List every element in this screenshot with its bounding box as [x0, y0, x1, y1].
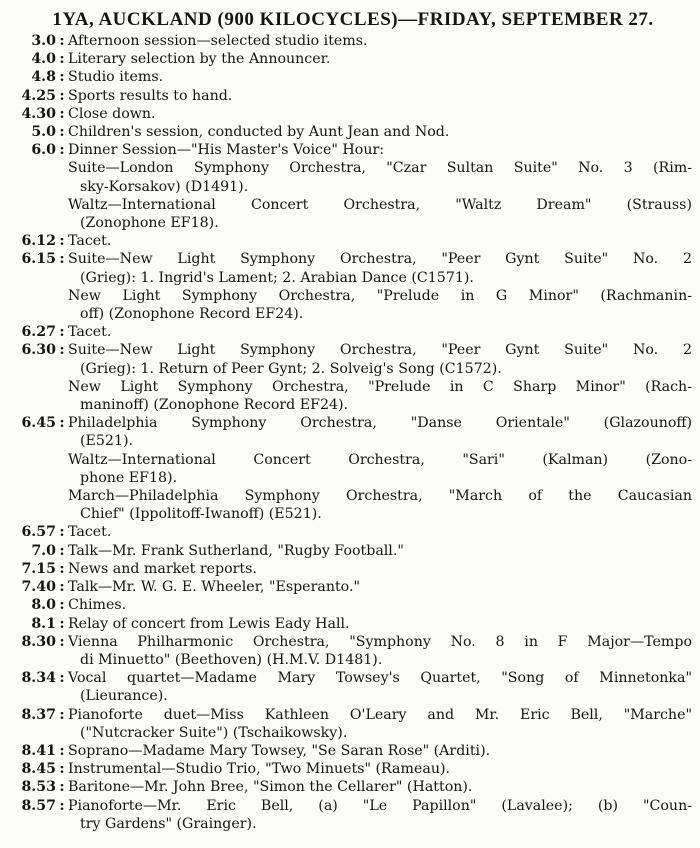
entry-line: Studio items. [68, 69, 164, 86]
entry-time: 4.0 [31, 51, 56, 68]
entry-line: Instrumental—Studio Trio, "Two Minuets" (Rameau). [68, 761, 451, 778]
time-separator: : [59, 324, 65, 341]
entry-line: Talk—Mr. Frank Sutherland, "Rugby Football." [68, 542, 404, 559]
entry-time: 6.57 [21, 524, 56, 541]
program-entry [14, 105, 692, 123]
entry-line: Baritone—Mr. John Bree, "Simon the Cellarer" (Hatton). [68, 779, 473, 796]
entry-text [68, 123, 692, 141]
entry-line: di Minuetto" (Beethoven) (H.M.V. D1481). [80, 651, 383, 668]
entry-text [68, 797, 692, 833]
entry-line: Pianoforte duet—Miss Kathleen O'Leary and Mr. Eric Bell, "Marche" [68, 706, 692, 723]
entry-line: Tacet. [68, 324, 112, 341]
entry-text [68, 523, 692, 541]
time-separator: : [59, 542, 65, 559]
entry-time: 8.53 [21, 779, 56, 796]
entry-time [14, 378, 56, 414]
entry-text [68, 250, 692, 286]
time-separator: : [59, 51, 65, 68]
entry-time: 8.41 [21, 742, 56, 759]
entry-text [68, 414, 692, 450]
entry-line: (Zonophone EF18). [80, 215, 219, 232]
entry-time: 8.1 [31, 615, 56, 632]
time-separator: : [59, 342, 65, 359]
entry-line: ("Nutcracker Suite") (Tschaikowsky). [80, 724, 348, 741]
entry-text [68, 378, 692, 414]
entry-time: 6.0 [31, 142, 56, 159]
time-separator: : [59, 124, 65, 141]
program-entry [14, 159, 692, 195]
entry-time: 6.12 [21, 233, 56, 250]
entry-text [68, 633, 692, 669]
program-entry [14, 196, 692, 232]
time-separator: : [59, 33, 65, 49]
time-separator: : [59, 415, 65, 432]
entry-line: New Light Symphony Orchestra, "Prelude in G Minor" (Rachmanin- [68, 287, 692, 304]
entry-time: 4.30 [21, 105, 56, 122]
entry-time: 6.15 [21, 251, 56, 268]
program-entry [14, 50, 692, 68]
time-separator: : [59, 251, 65, 268]
time-separator: : [59, 797, 65, 814]
entry-line: Tacet. [68, 233, 112, 250]
entry-text [68, 159, 692, 195]
time-separator [56, 159, 68, 195]
time-separator: : [59, 87, 65, 104]
entry-text [68, 596, 692, 614]
time-separator: : [59, 761, 65, 778]
entry-time [14, 451, 56, 487]
entry-text [68, 87, 692, 105]
entry-line: Relay of concert from Lewis Eady Hall. [68, 615, 350, 632]
entry-text [68, 706, 692, 742]
program-entry [14, 596, 692, 614]
program-entry [14, 542, 692, 560]
program-entry [14, 560, 692, 578]
entry-text [68, 451, 692, 487]
time-separator: : [59, 670, 65, 687]
entry-line: sky-Korsakov) (D1491). [80, 178, 249, 195]
entry-line: Vocal quartet—Madame Mary Towsey's Quartet, "Song of Minnetonka" [68, 670, 692, 687]
entry-time: 4.8 [31, 69, 56, 86]
time-separator: : [59, 105, 65, 122]
entry-line: try Gardens" (Grainger). [80, 815, 257, 832]
entry-line: News and market reports. [68, 560, 257, 577]
entry-line: Dinner Session—"His Master's Voice" Hour: [68, 142, 385, 159]
entry-line: Chimes. [68, 597, 127, 614]
program-entry [14, 141, 692, 159]
entry-line: Pianoforte—Mr. Eric Bell, (a) "Le Papillon" (Lavalee); (b) "Coun- [68, 797, 692, 814]
entry-line: Soprano—Madame Mary Towsey, "Se Saran Rose" (Arditi). [68, 742, 491, 759]
time-separator: : [59, 597, 65, 614]
time-separator: : [59, 706, 65, 723]
entry-time: 8.30 [21, 633, 56, 650]
entry-time: 8.0 [31, 597, 56, 614]
entry-line: Children's session, conducted by Aunt Jean and Nod. [68, 124, 450, 141]
entry-line: Waltz—International Concert Orchestra, "Waltz Dream" (Strauss) [68, 196, 692, 213]
entry-line: maninoff) (Zonophone Record EF24). [80, 397, 349, 414]
entry-text [68, 778, 692, 796]
entry-line: (Grieg): 1. Ingrid's Lament; 2. Arabian Dance (C1571). [80, 269, 474, 286]
program-entry [14, 633, 692, 669]
time-separator: : [59, 524, 65, 541]
entry-text [68, 232, 692, 250]
entry-text [68, 105, 692, 123]
program-entry [14, 742, 692, 760]
entry-line: (Grieg): 1. Return of Peer Gynt; 2. Solveig's Song (C1572). [80, 360, 502, 377]
entry-line: Talk—Mr. W. G. E. Wheeler, "Esperanto." [68, 579, 360, 596]
entry-line: Suite—London Symphony Orchestra, "Czar Sultan Suite" No. 3 (Rim- [68, 160, 692, 177]
entry-time: 7.40 [21, 579, 56, 596]
entry-time: 8.37 [21, 706, 56, 723]
entry-text [68, 287, 692, 323]
program-entry [14, 232, 692, 250]
entry-text [68, 341, 692, 377]
program-entry [14, 578, 692, 596]
entry-line: Vienna Philharmonic Orchestra, "Symphony No. 8 in F Major—Tempo [68, 633, 692, 650]
entry-time: 7.0 [31, 542, 56, 559]
program-entry [14, 123, 692, 141]
program-entry [14, 341, 692, 377]
entry-text [68, 560, 692, 578]
program-entry [14, 414, 692, 450]
entry-text [68, 32, 692, 50]
entry-text [68, 141, 692, 159]
program-entry [14, 287, 692, 323]
program-entry [14, 778, 692, 796]
program-entry [14, 32, 692, 50]
entry-line: phone EF18). [80, 469, 178, 486]
program-entry [14, 378, 692, 414]
program-entry [14, 250, 692, 286]
time-separator [56, 287, 68, 323]
program-entry [14, 87, 692, 105]
entry-text [68, 50, 692, 68]
entry-time: 8.34 [21, 670, 56, 687]
entry-time: 8.45 [21, 761, 56, 778]
entry-line: Suite—New Light Symphony Orchestra, "Peer Gynt Suite" No. 2 [68, 251, 692, 268]
entry-time [14, 159, 56, 195]
program-entry [14, 706, 692, 742]
entry-line: Literary selection by the Announcer. [68, 51, 331, 68]
entry-time: 6.27 [21, 324, 56, 341]
entry-time: 6.45 [21, 415, 56, 432]
entry-text [68, 196, 692, 232]
program-entry [14, 451, 692, 487]
entry-line: Waltz—International Concert Orchestra, "Sari" (Kalman) (Zono- [68, 451, 692, 468]
time-separator: : [59, 560, 65, 577]
time-separator: : [59, 142, 65, 159]
station-heading: 1YA, AUCKLAND (900 KILOCYCLES)—FRIDAY, SEPTEMBER 27. [52, 9, 654, 30]
entry-line: (Lieurance). [80, 688, 168, 705]
entry-time: 5.0 [31, 124, 56, 141]
time-separator: : [59, 233, 65, 250]
entry-text [68, 68, 692, 86]
entry-text [68, 742, 692, 760]
entry-text [68, 578, 692, 596]
entry-line: March—Philadelphia Symphony Orchestra, "March of the Caucasian [68, 488, 692, 505]
entry-text [68, 615, 692, 633]
entry-line: Close down. [68, 105, 156, 122]
time-separator: : [59, 69, 65, 86]
entry-time: 7.15 [21, 560, 56, 577]
entry-time [14, 287, 56, 323]
program-entry [14, 797, 692, 833]
time-separator: : [59, 615, 65, 632]
entry-line: (E521). [80, 433, 134, 450]
time-separator [56, 487, 68, 523]
entry-text [68, 542, 692, 560]
entry-time [14, 196, 56, 232]
program-entry [14, 615, 692, 633]
entry-text [68, 760, 692, 778]
entry-line: Afternoon session—selected studio items. [68, 33, 368, 49]
entry-time: 3.0 [31, 33, 56, 49]
program-entry [14, 523, 692, 541]
entry-time [14, 487, 56, 523]
entry-text [68, 669, 692, 705]
program-entry [14, 760, 692, 778]
entry-line: New Light Symphony Orchestra, "Prelude in C Sharp Minor" (Rach- [68, 378, 692, 395]
program-entry [14, 669, 692, 705]
entry-time: 8.57 [21, 797, 56, 814]
program-entry [14, 323, 692, 341]
entry-line: Chief" (Ippolitoff-Iwanoff) (E521). [80, 506, 322, 523]
entry-time: 6.30 [21, 342, 56, 359]
program-entry [14, 487, 692, 523]
time-separator [56, 451, 68, 487]
time-separator [56, 378, 68, 414]
entry-text [68, 487, 692, 523]
entry-line: Sports results to hand. [68, 87, 233, 104]
time-separator [56, 196, 68, 232]
entry-line: Philadelphia Symphony Orchestra, "Danse Orientale" (Glazounoff) [68, 415, 692, 432]
program-listing [14, 32, 692, 833]
entry-text [68, 323, 692, 341]
time-separator: : [59, 579, 65, 596]
program-entry [14, 68, 692, 86]
entry-line: Tacet. [68, 524, 112, 541]
time-separator: : [59, 742, 65, 759]
time-separator: : [59, 633, 65, 650]
entry-line: Suite—New Light Symphony Orchestra, "Peer Gynt Suite" No. 2 [68, 342, 692, 359]
time-separator: : [59, 779, 65, 796]
entry-line: off) (Zonophone Record EF24). [80, 306, 304, 323]
entry-time: 4.25 [21, 87, 56, 104]
